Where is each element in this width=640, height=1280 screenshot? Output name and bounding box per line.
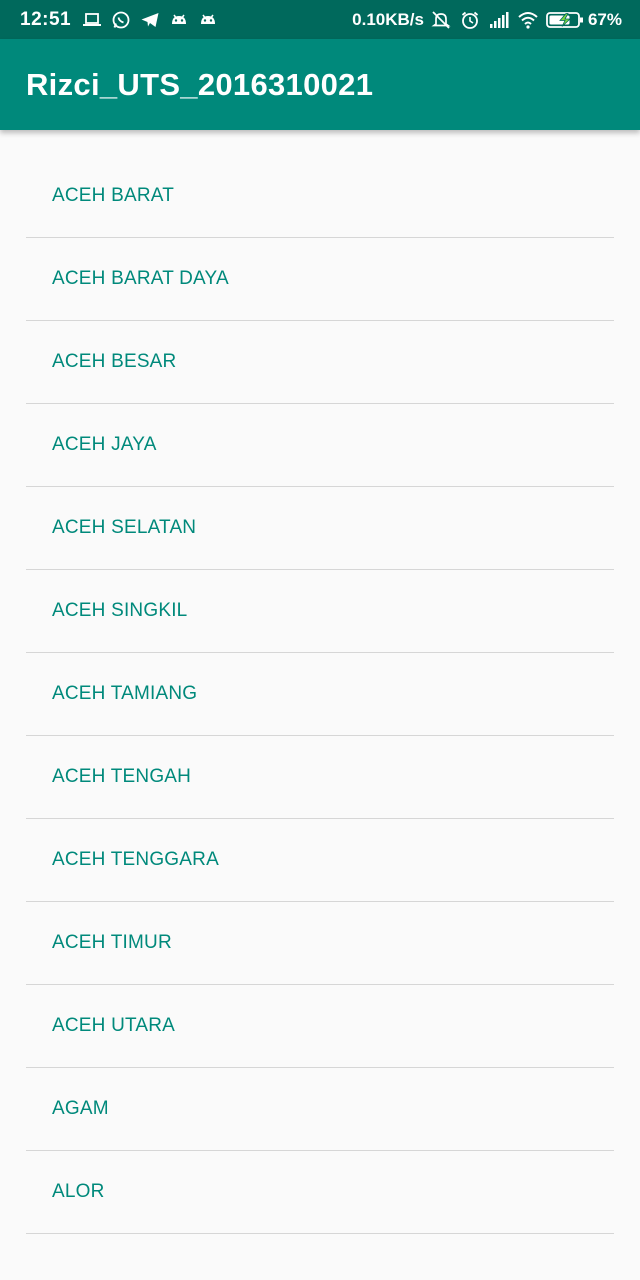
list-item[interactable] xyxy=(26,736,614,819)
telegram-icon xyxy=(139,9,161,31)
list-item[interactable] xyxy=(26,238,614,321)
list-item[interactable] xyxy=(26,819,614,902)
list-item-label: ACEH UTARA xyxy=(52,1015,176,1036)
list-item-label: ACEH BESAR xyxy=(52,351,177,372)
regency-list xyxy=(26,155,614,1234)
battery-charging-icon xyxy=(546,9,584,31)
list-item[interactable] xyxy=(26,487,614,570)
list-item-label: ACEH TIMUR xyxy=(52,932,172,953)
list-item-label: ACEH JAYA xyxy=(52,434,157,455)
list-item-label: ACEH TENGAH xyxy=(52,766,192,787)
list-item-label: ACEH TAMIANG xyxy=(52,683,198,704)
list-item-label: ACEH TENGGARA xyxy=(52,849,219,870)
list-item[interactable] xyxy=(26,321,614,404)
alarm-icon xyxy=(459,9,481,31)
android-icon xyxy=(168,9,190,31)
list-item[interactable] xyxy=(26,404,614,487)
whatsapp-icon xyxy=(110,9,132,31)
list-item-label: ACEH SELATAN xyxy=(52,517,197,538)
battery-percent: 67% xyxy=(587,9,622,29)
status-bar xyxy=(0,0,640,39)
list-item-label: ACEH SINGKIL xyxy=(52,600,188,621)
mute-icon xyxy=(430,9,452,31)
status-bar-right xyxy=(352,9,622,31)
list-item[interactable] xyxy=(26,155,614,238)
signal-icon xyxy=(488,9,510,31)
list-item[interactable] xyxy=(26,1068,614,1151)
list-item[interactable] xyxy=(26,902,614,985)
list-item[interactable] xyxy=(26,570,614,653)
list-item-label: ACEH BARAT DAYA xyxy=(52,268,229,289)
wifi-icon xyxy=(517,9,539,31)
list-item[interactable] xyxy=(26,653,614,736)
list-item-label: AGAM xyxy=(52,1098,109,1119)
list-item[interactable] xyxy=(26,1151,614,1234)
status-time: 12:51 xyxy=(20,8,72,30)
laptop-icon xyxy=(81,9,103,31)
app-bar xyxy=(0,39,640,130)
list-item-label: ALOR xyxy=(52,1181,105,1202)
android-icon xyxy=(197,9,219,31)
list-item-label: ACEH BARAT xyxy=(52,185,175,206)
network-speed: 0.10KB/s xyxy=(352,9,424,29)
list-item[interactable] xyxy=(26,985,614,1068)
page-title: Rizci_UTS_2016310021 xyxy=(26,66,374,102)
status-bar-left xyxy=(20,9,226,31)
